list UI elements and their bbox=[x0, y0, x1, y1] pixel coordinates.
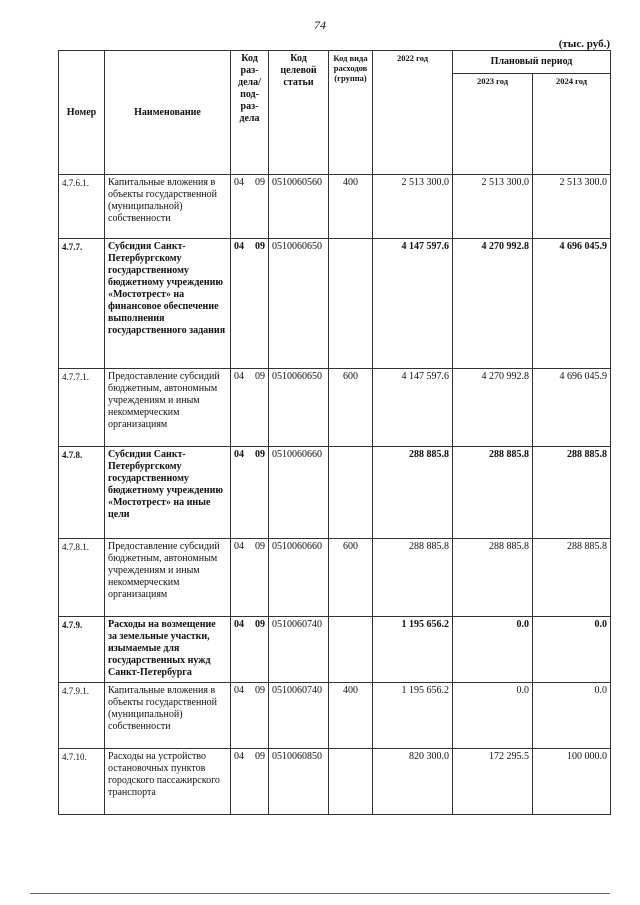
row-2022: 4 147 597.6 bbox=[373, 369, 453, 447]
page-number: 74 bbox=[314, 18, 326, 32]
subsection-code: 09 bbox=[255, 619, 265, 630]
row-target: 0510060660 bbox=[269, 447, 329, 539]
row-number: 4.7.9.1. bbox=[59, 683, 105, 749]
row-target: 0510060850 bbox=[269, 749, 329, 815]
table-row bbox=[59, 539, 611, 617]
section-code: 04 bbox=[234, 685, 244, 696]
subsection-code: 09 bbox=[255, 371, 265, 382]
row-target: 0510060560 bbox=[269, 175, 329, 239]
section-code: 04 bbox=[234, 541, 244, 552]
header-target: Код целевой статьи bbox=[269, 51, 329, 175]
row-2022: 288 885.8 bbox=[373, 539, 453, 617]
row-section bbox=[231, 447, 269, 539]
row-group: 400 bbox=[329, 175, 373, 239]
section-code: 04 bbox=[234, 177, 244, 188]
row-name: Предоставление субсидий бюджетным, автономным учреждениям и иным некоммерческим организациям bbox=[105, 539, 231, 617]
row-section bbox=[231, 749, 269, 815]
table-row bbox=[59, 239, 611, 369]
row-2023: 4 270 992.8 bbox=[453, 369, 533, 447]
section-code: 04 bbox=[234, 751, 244, 762]
section-code: 04 bbox=[234, 241, 244, 252]
row-section bbox=[231, 369, 269, 447]
row-section bbox=[231, 683, 269, 749]
row-2022: 2 513 300.0 bbox=[373, 175, 453, 239]
row-2022: 1 195 656.2 bbox=[373, 617, 453, 683]
row-section bbox=[231, 175, 269, 239]
row-2024: 288 885.8 bbox=[533, 447, 611, 539]
row-target: 0510060650 bbox=[269, 239, 329, 369]
row-2023: 288 885.8 bbox=[453, 539, 533, 617]
budget-table bbox=[58, 50, 611, 815]
row-group bbox=[329, 617, 373, 683]
table-row bbox=[59, 447, 611, 539]
subsection-code: 09 bbox=[255, 449, 265, 460]
subsection-code: 09 bbox=[255, 177, 265, 188]
row-2022: 820 300.0 bbox=[373, 749, 453, 815]
row-2024: 0.0 bbox=[533, 683, 611, 749]
row-number: 4.7.8. bbox=[59, 447, 105, 539]
subsection-code: 09 bbox=[255, 751, 265, 762]
row-2023: 2 513 300.0 bbox=[453, 175, 533, 239]
section-code: 04 bbox=[234, 371, 244, 382]
row-2024: 288 885.8 bbox=[533, 539, 611, 617]
row-2024: 4 696 045.9 bbox=[533, 369, 611, 447]
subsection-code: 09 bbox=[255, 541, 265, 552]
row-group: 400 bbox=[329, 683, 373, 749]
row-target: 0510060660 bbox=[269, 539, 329, 617]
row-2022: 4 147 597.6 bbox=[373, 239, 453, 369]
units-label: (тыс. руб.) bbox=[558, 38, 610, 50]
header-year-2024: 2024 год bbox=[533, 74, 611, 175]
row-group bbox=[329, 749, 373, 815]
row-2024: 2 513 300.0 bbox=[533, 175, 611, 239]
row-2024: 4 696 045.9 bbox=[533, 239, 611, 369]
row-section bbox=[231, 617, 269, 683]
row-group bbox=[329, 447, 373, 539]
table-row bbox=[59, 683, 611, 749]
table-row bbox=[59, 749, 611, 815]
header-name: Наименование bbox=[105, 51, 231, 175]
subsection-code: 09 bbox=[255, 685, 265, 696]
row-name: Субсидия Санкт-Петербургскому государственному бюджетному учреждению «Мостотрест» на иные цели bbox=[105, 447, 231, 539]
row-section bbox=[231, 539, 269, 617]
subsection-code: 09 bbox=[255, 241, 265, 252]
row-name: Расходы на устройство остановочных пунктов городского пассажирского транспорта bbox=[105, 749, 231, 815]
page-bottom-divider bbox=[30, 893, 610, 894]
row-section bbox=[231, 239, 269, 369]
table-row bbox=[59, 617, 611, 683]
row-number: 4.7.7.1. bbox=[59, 369, 105, 447]
header-planned-period: Плановый период bbox=[453, 51, 611, 74]
row-target: 0510060740 bbox=[269, 617, 329, 683]
row-group: 600 bbox=[329, 539, 373, 617]
row-2023: 0.0 bbox=[453, 617, 533, 683]
row-number: 4.7.9. bbox=[59, 617, 105, 683]
row-name: Капитальные вложения в объекты государственной (муниципальной) собственности bbox=[105, 683, 231, 749]
row-number: 4.7.8.1. bbox=[59, 539, 105, 617]
header-expense-type: Код вида расходов (группа) bbox=[329, 51, 373, 175]
row-number: 4.7.7. bbox=[59, 239, 105, 369]
row-2023: 288 885.8 bbox=[453, 447, 533, 539]
row-name: Расходы на возмещение за земельные участки, изымаемые для государственных нужд Санкт-Петербурга bbox=[105, 617, 231, 683]
row-number: 4.7.6.1. bbox=[59, 175, 105, 239]
row-target: 0510060650 bbox=[269, 369, 329, 447]
row-2023: 172 295.5 bbox=[453, 749, 533, 815]
row-name: Субсидия Санкт-Петербургскому государственному бюджетному учреждению «Мостотрест» на финансовое обеспечение выполнения государственного задания bbox=[105, 239, 231, 369]
header-number: Номер bbox=[59, 51, 105, 175]
row-target: 0510060740 bbox=[269, 683, 329, 749]
row-group bbox=[329, 239, 373, 369]
row-name: Предоставление субсидий бюджетным, автономным учреждениям и иным некоммерческим организациям bbox=[105, 369, 231, 447]
header-section: Код раз-дела/ под-раз-дела bbox=[231, 51, 269, 175]
section-code: 04 bbox=[234, 449, 244, 460]
row-group: 600 bbox=[329, 369, 373, 447]
table-row bbox=[59, 175, 611, 239]
row-2022: 1 195 656.2 bbox=[373, 683, 453, 749]
header-year-2022: 2022 год bbox=[373, 51, 453, 175]
row-number: 4.7.10. bbox=[59, 749, 105, 815]
header-year-2023: 2023 год bbox=[453, 74, 533, 175]
row-2022: 288 885.8 bbox=[373, 447, 453, 539]
row-name: Капитальные вложения в объекты государственной (муниципальной) собственности bbox=[105, 175, 231, 239]
table-row bbox=[59, 369, 611, 447]
row-2024: 0.0 bbox=[533, 617, 611, 683]
section-code: 04 bbox=[234, 619, 244, 630]
row-2023: 0.0 bbox=[453, 683, 533, 749]
row-2023: 4 270 992.8 bbox=[453, 239, 533, 369]
row-2024: 100 000.0 bbox=[533, 749, 611, 815]
